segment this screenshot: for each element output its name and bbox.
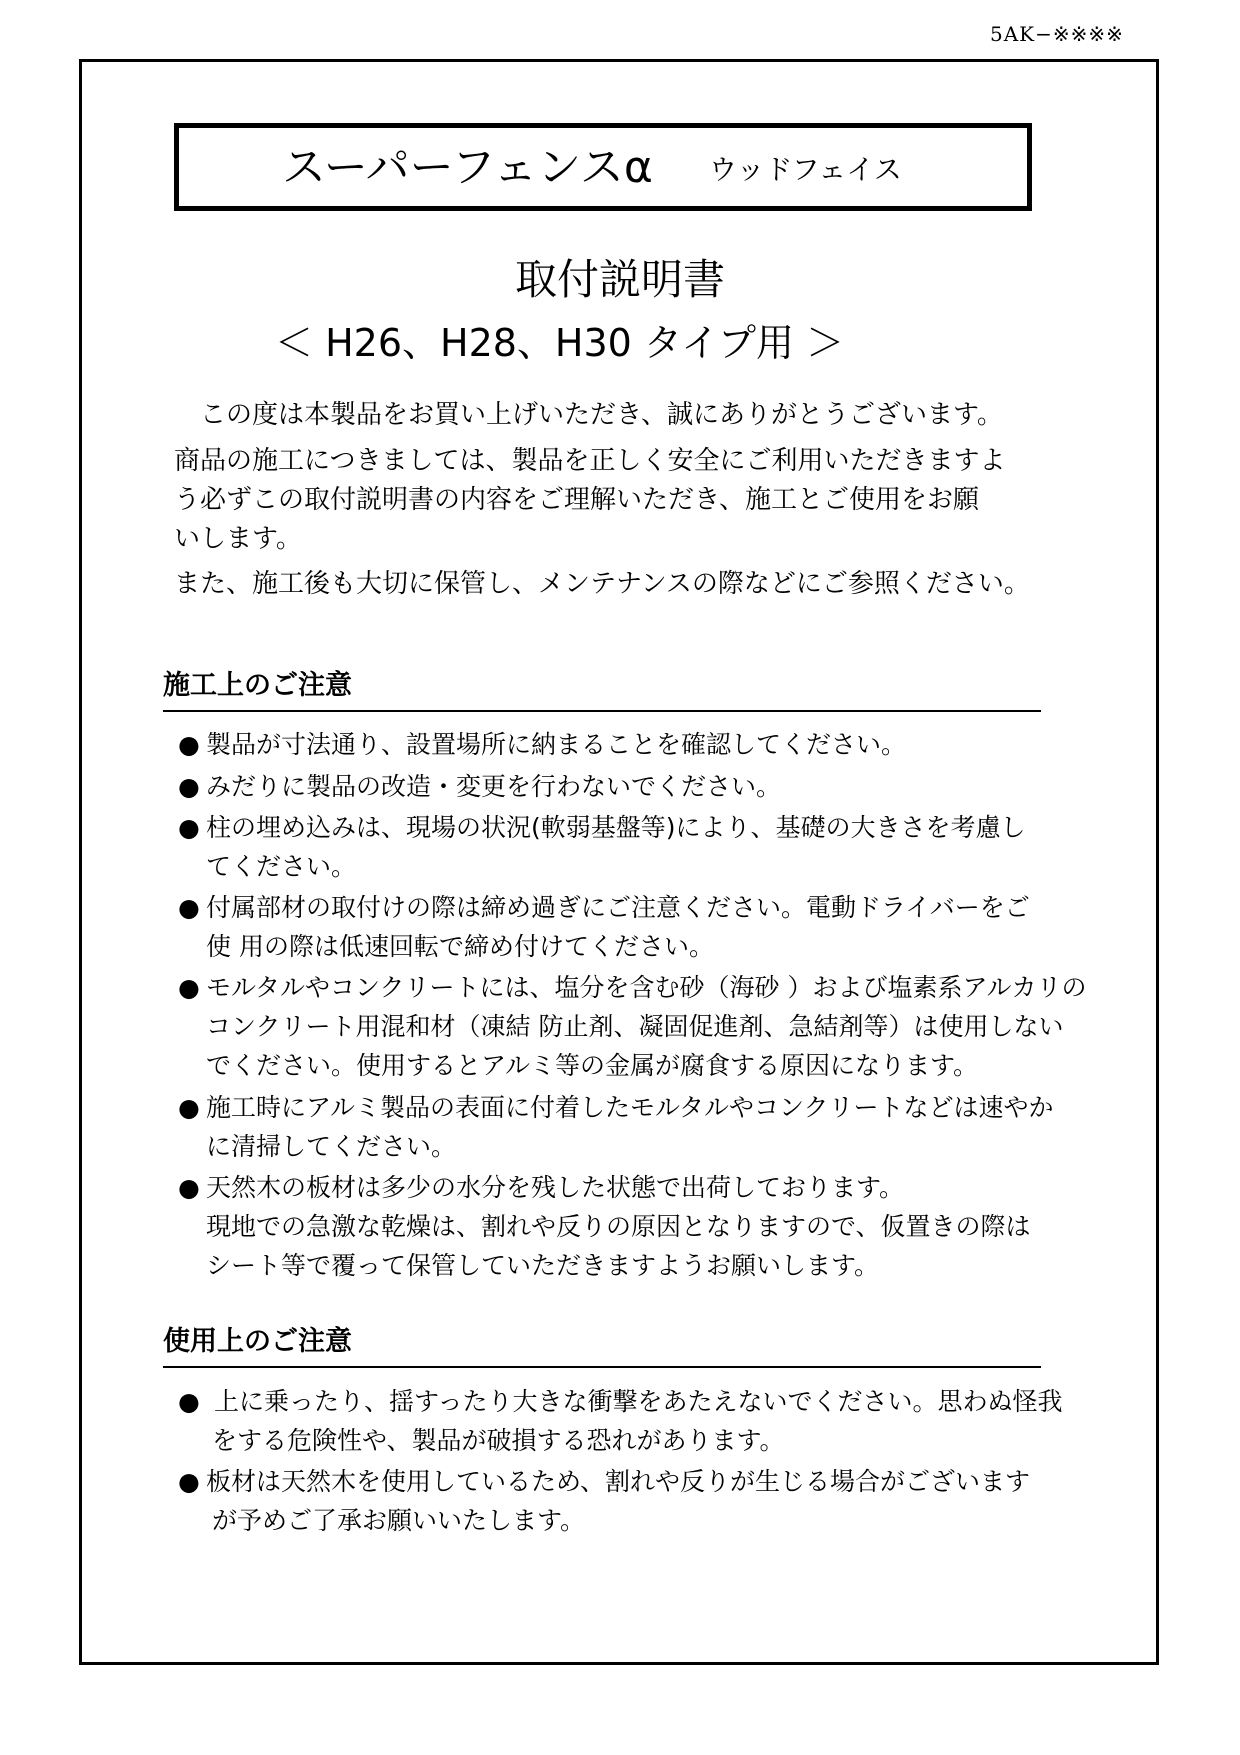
bullet-icon: ● [178, 1093, 200, 1122]
construction-note-7 [178, 1168, 1108, 1285]
construction-note-1 [178, 725, 1108, 764]
construction-notes-heading: 施工上のご注意 [163, 664, 1041, 712]
intro-p2-line-2: う必ずこの取付説明書の内容をご理解いただき、施工とご使用をお願 [174, 485, 979, 515]
bullet-icon: ● [178, 973, 200, 1002]
construction-note-3 [178, 808, 1108, 886]
usage-notes-heading: 使用上のご注意 [163, 1320, 1041, 1368]
bullet-icon: ● [178, 772, 200, 801]
note-text: 製品が寸法通り、設置場所に納まることを確認してください。 [206, 730, 907, 759]
bullet-icon: ● [178, 893, 200, 922]
usage-note-2 [178, 1462, 1108, 1540]
note-text: モルタルやコンクリートには、塩分を含む砂（海砂 ）および塩素系アルカリの [206, 973, 1087, 1002]
construction-note-5 [178, 968, 1108, 1085]
product-title-box [174, 123, 1032, 211]
note-text-continued: てください。 [206, 852, 357, 881]
note-text-continued: コンクリート用混和材（凍結 防止剤、凝固促進剤、急結剤等）は使用しない [206, 1012, 1064, 1041]
intro-p2-line-3: いします。 [174, 524, 302, 554]
usage-note-1 [178, 1382, 1108, 1460]
note-text-continued: に清掃してください。 [206, 1132, 457, 1161]
note-text: 付属部材の取付けの際は締め過ぎにご注意ください。電動ドライバーをご [206, 893, 1030, 922]
bullet-icon: ● [178, 1173, 200, 1202]
intro-paragraph-1: この度は本製品をお買い上げいただき、誠にありがとうございます。 [174, 400, 1003, 430]
bullet-icon: ● [178, 1467, 200, 1496]
note-text-continued: 使 用の際は低速回転で締め付けてください。 [206, 932, 714, 961]
construction-note-6 [178, 1088, 1108, 1166]
bullet-icon: ● [178, 730, 200, 759]
product-variant: ウッドフェイス [709, 153, 902, 186]
product-name: スーパーフェンスα [282, 142, 653, 193]
note-text: 柱の埋め込みは、現場の状況(軟弱基盤等)により、基礎の大きさを考慮し [206, 813, 1026, 842]
note-text-continued: シート等で覆って保管していただきますようお願いします。 [206, 1251, 880, 1280]
construction-note-2 [178, 767, 1108, 806]
note-text: みだりに製品の改造・変更を行わないでください。 [206, 772, 782, 801]
document-code: 5AK−※※※※ [990, 22, 1124, 46]
intro-p2-line-1: 商品の施工につきましては、製品を正しく安全にご利用いただきますよ [174, 446, 1006, 476]
bullet-icon: ● [178, 1387, 200, 1416]
note-text-continued: でください。使用するとアルミ等の金属が腐食する原因になります。 [206, 1051, 979, 1080]
note-text: 施工時にアルミ製品の表面に付着したモルタルやコンクリートなどは速やか [206, 1093, 1054, 1122]
note-text-continued: をする危険性や、製品が破損する恐れがあります。 [212, 1426, 785, 1455]
note-text: 板材は天然木を使用しているため、割れや反りが生じる場合がございます [206, 1467, 1031, 1496]
manual-subtitle: ＜ H26、H28、H30 タイプ用 ＞ [275, 321, 845, 365]
note-text-continued: 現地での急激な乾燥は、割れや反りの原因となりますので、仮置きの際は [206, 1212, 1031, 1241]
manual-title: 取付説明書 [514, 255, 725, 304]
bullet-icon: ● [178, 813, 200, 842]
construction-note-4 [178, 888, 1108, 966]
note-text: 天然木の板材は多少の水分を残した状態で出荷しております。 [206, 1173, 905, 1202]
note-text-continued: が予めご了承お願いいたします。 [212, 1506, 586, 1535]
note-text: 上に乗ったり、揺すったり大きな衝撃をあたえないでください。思わぬ怪我 [206, 1387, 1063, 1416]
intro-paragraph-2 [174, 442, 1094, 559]
intro-paragraph-3: また、施工後も大切に保管し、メンテナンスの際などにご参照ください。 [174, 569, 1030, 599]
